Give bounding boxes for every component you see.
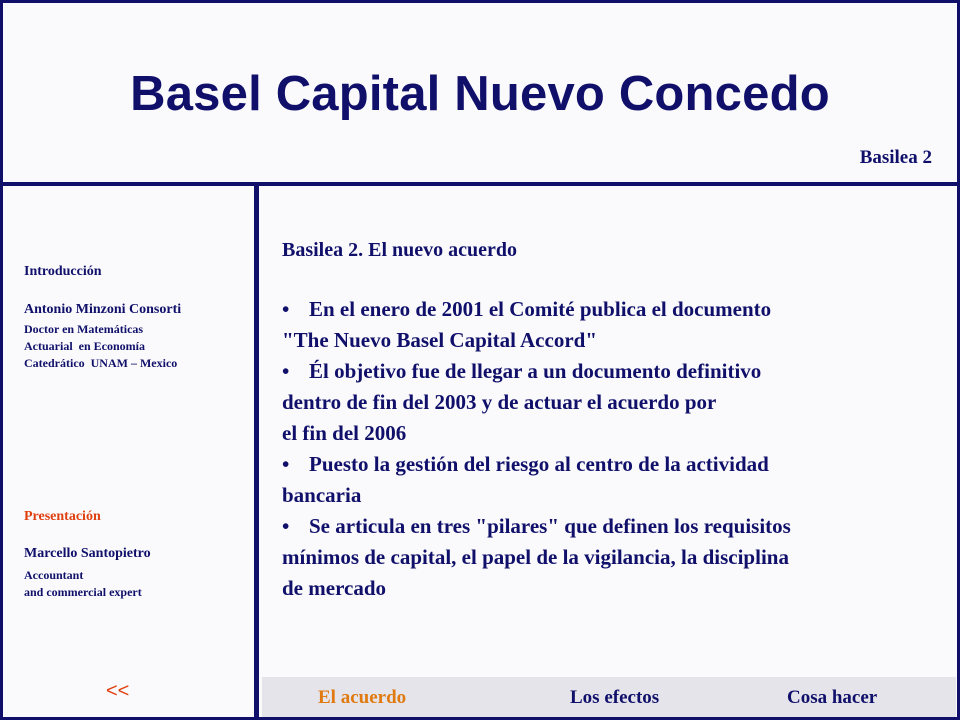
presenter-details: Accountant and commercial expert [24,568,142,599]
intro-author-details: Doctor en Matemáticas Actuarial en Economía Catedrático UNAM – Mexico [24,322,178,370]
main-content [282,234,942,604]
bullet-continuation: bancaria [282,483,362,507]
bullet-item [282,356,942,387]
page-subtitle: Basilea 2 [859,147,932,168]
bullet-continuation: de mercado [282,576,387,600]
header [0,0,960,186]
page-title: Basel Capital Nuevo Concedo [130,67,830,121]
content-title: Basilea 2. El nuevo acuerdo [282,239,518,261]
bullet-dot: • [282,359,290,383]
bullet-list [282,294,942,604]
back-button[interactable]: << [106,680,130,702]
bullet-continuation: mínimos de capital, el papel de la vigilancia, la disciplina [282,545,789,569]
bullet-text: Se articula en tres "pilares" que definen los requisitos [309,514,791,538]
bullet-text: En el enero de 2001 el Comité publica el documento [309,297,772,321]
bullet-continuation: "The Nuevo Basel Capital Accord" [282,328,597,352]
bullet-dot: • [282,452,290,476]
bullet-continuation: dentro de fin del 2003 y de actuar el acuerdo por [282,390,717,414]
bullet-continuation: el fin del 2006 [282,421,407,445]
bullet-item [282,511,942,542]
footer-nav [262,677,956,717]
bullet-text: Él objetivo fue de llegar a un documento definitivo [309,359,762,383]
bullet-item [282,294,942,325]
nav-el-acuerdo[interactable]: El acuerdo [318,687,407,708]
sidebar-item-presentacion[interactable]: Presentación [24,509,101,524]
presenter-name: Marcello Santopietro [24,546,151,561]
sidebar-item-introduccion[interactable]: Introducción [24,264,102,279]
nav-cosa-hacer[interactable]: Cosa hacer [787,687,878,708]
intro-author-name: Antonio Minzoni Consorti [24,302,182,317]
nav-los-efectos[interactable]: Los efectos [570,687,660,708]
bullet-dot: • [282,297,290,321]
bullet-text: Puesto la gestión del riesgo al centro de la actividad [309,452,769,476]
bullet-dot: • [282,514,290,538]
bullet-item [282,449,942,480]
